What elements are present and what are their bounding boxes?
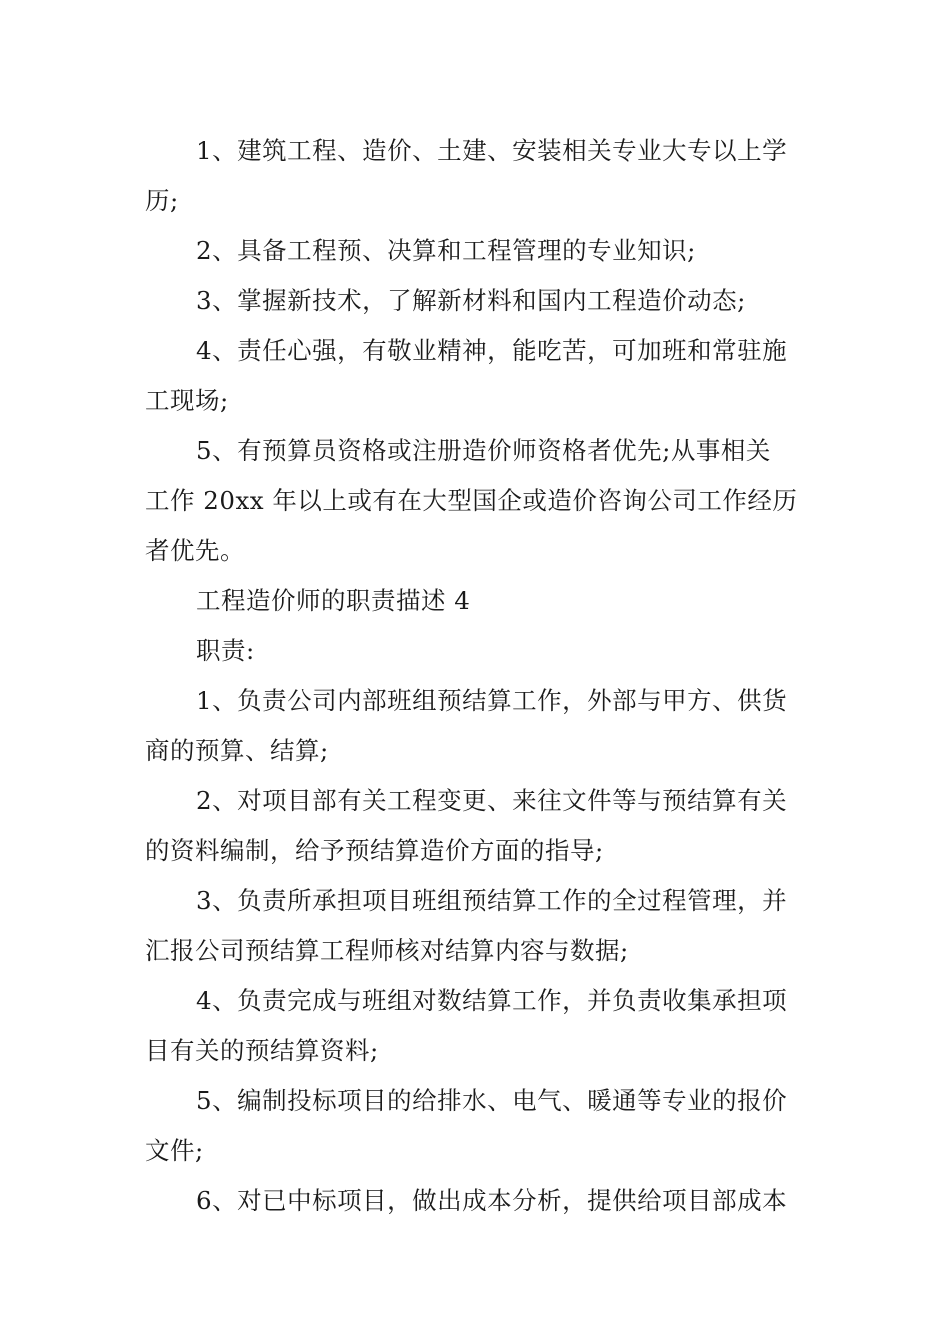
text-line: 目有关的预结算资料; xyxy=(145,1036,379,1065)
text-line: 4、责任心强，有敬业精神，能吃苦，可加班和常驻施 xyxy=(196,336,788,365)
text-line: 工作 20xx 年以上或有在大型国企或造价咨询公司工作经历 xyxy=(145,486,798,515)
section-heading: 工程造价师的职责描述 4 xyxy=(196,586,471,615)
text-line: 的资料编制，给予预结算造价方面的指导; xyxy=(145,836,604,865)
text-line: 者优先。 xyxy=(145,536,245,565)
text-line: 2、具备工程预、决算和工程管理的专业知识; xyxy=(196,236,696,265)
text-line: 4、负责完成与班组对数结算工作，并负责收集承担项 xyxy=(196,986,788,1015)
text-line: 1、负责公司内部班组预结算工作，外部与甲方、供货 xyxy=(196,686,788,715)
text-line: 5、有预算员资格或注册造价师资格者优先;从事相关 xyxy=(196,436,771,465)
text-line: 历; xyxy=(145,186,179,215)
text-line: 商的预算、结算; xyxy=(145,736,329,765)
text-line: 文件; xyxy=(145,1136,204,1165)
text-line: 汇报公司预结算工程师核对结算内容与数据; xyxy=(145,936,629,965)
text-line: 1、建筑工程、造价、土建、安装相关专业大专以上学 xyxy=(196,136,788,165)
text-line: 5、编制投标项目的给排水、电气、暖通等专业的报价 xyxy=(196,1086,788,1115)
text-line: 3、负责所承担项目班组预结算工作的全过程管理，并 xyxy=(196,886,788,915)
text-line: 工现场; xyxy=(145,386,229,415)
document-body xyxy=(145,126,807,1226)
text-line: 2、对项目部有关工程变更、来往文件等与预结算有关 xyxy=(196,786,788,815)
section-subheading: 职责: xyxy=(196,636,255,665)
text-line: 3、掌握新技术，了解新材料和国内工程造价动态; xyxy=(196,286,746,315)
text-line: 6、对已中标项目，做出成本分析，提供给项目部成本 xyxy=(196,1186,788,1215)
